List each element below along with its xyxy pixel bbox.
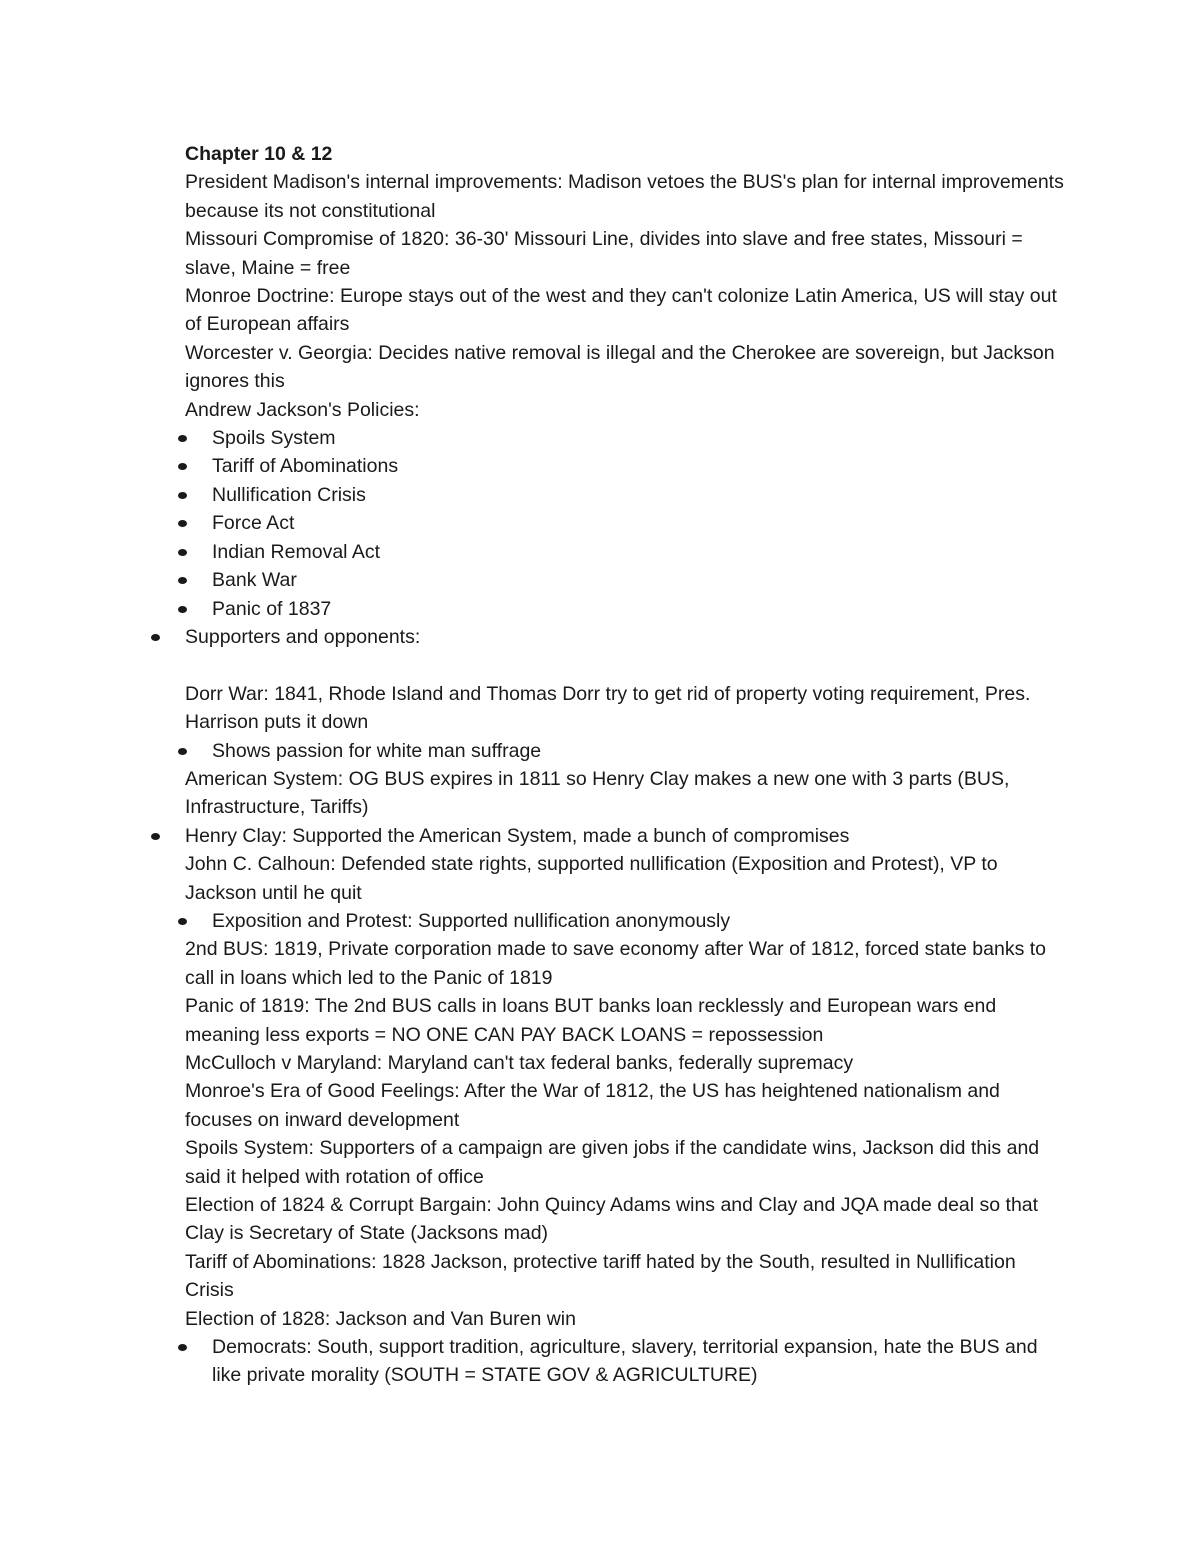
jackson-policies-heading: Andrew Jackson's Policies:	[185, 398, 420, 421]
blank-line	[185, 651, 1065, 679]
list-item: Spoils System	[185, 424, 1065, 452]
panic-1819-note: Panic of 1819: The 2nd BUS calls in loans BUT banks loan recklessly and European wars end meaning less exports = NO ONE CAN PAY BACK LOANS = repossession	[185, 995, 997, 1046]
tariff-abominations-note: Tariff of Abominations: 1828 Jackson, protective tariff hated by the South, resulted in Nullification Crisis	[185, 1250, 1016, 1302]
calhoun-subitem: Exposition and Protest: Supported nullification anonymously	[185, 907, 1065, 935]
spoils-system-note: Spoils System: Supporters of a campaign are given jobs if the candidate wins, Jackson did this and said it helped with rotation of office	[185, 1137, 1040, 1188]
list-item: Tariff of Abominations	[185, 452, 1065, 480]
jackson-policies-list	[185, 424, 1065, 623]
monroe-doctrine-note: Monroe Doctrine: Europe stays out of the west and they can't colonize Latin America, US will stay out of European affairs	[185, 285, 1057, 336]
calhoun-note: John C. Calhoun: Defended state rights, supported nullification (Exposition and Protest), VP to Jackson until he quit	[185, 853, 998, 904]
supporters-opponents-item: Supporters and opponents:	[185, 623, 1065, 651]
list-item: Indian Removal Act	[185, 538, 1065, 566]
list-item: Nullification Crisis	[185, 481, 1065, 509]
list-item: Force Act	[185, 509, 1065, 537]
democrats-subitem: Democrats: South, support tradition, agriculture, slavery, territorial expansion, hate the BUS and like private morality (SOUTH = STATE GOV & AGRICULTURE)	[185, 1333, 1065, 1390]
henry-clay-item: Henry Clay: Supported the American System, made a bunch of compromises	[185, 822, 1065, 850]
election-1828-note: Election of 1828: Jackson and Van Buren win	[185, 1307, 576, 1330]
good-feelings-note: Monroe's Era of Good Feelings: After the War of 1812, the US has heightened nationalism and focuses on inward development	[185, 1080, 1000, 1131]
mcculloch-note: McCulloch v Maryland: Maryland can't tax federal banks, federally supremacy	[185, 1051, 854, 1074]
madison-note: President Madison's internal improvements: Madison vetoes the BUS's plan for internal improvements because its not constitutional	[185, 171, 1064, 222]
election-1824-note: Election of 1824 & Corrupt Bargain: John Quincy Adams wins and Clay and JQA made deal so that Clay is Secretary of State (Jacksons mad)	[185, 1194, 1039, 1245]
second-bus-note: 2nd BUS: 1819, Private corporation made to save economy after War of 1812, forced state banks to call in loans which led to the Panic of 1819	[185, 938, 1046, 989]
worcester-note: Worcester v. Georgia: Decides native removal is illegal and the Cherokee are sovereign, but Jackson ignores this	[185, 341, 1055, 393]
missouri-compromise-note: Missouri Compromise of 1820: 36-30' Missouri Line, divides into slave and free states, Missouri = slave, Maine = free	[185, 228, 1023, 279]
list-item: Bank War	[185, 566, 1065, 594]
dorr-war-note: Dorr War: 1841, Rhode Island and Thomas Dorr try to get rid of property voting requirement, Pres. Harrison puts it down	[185, 682, 1031, 734]
document-body	[185, 140, 1065, 1390]
american-system-note: American System: OG BUS expires in 1811 so Henry Clay makes a new one with 3 parts (BUS, Infrastructure, Tariffs)	[185, 767, 1010, 819]
page-title: Chapter 10 & 12	[185, 143, 333, 165]
list-item: Panic of 1837	[185, 595, 1065, 623]
dorr-war-subitem: Shows passion for white man suffrage	[185, 737, 1065, 765]
